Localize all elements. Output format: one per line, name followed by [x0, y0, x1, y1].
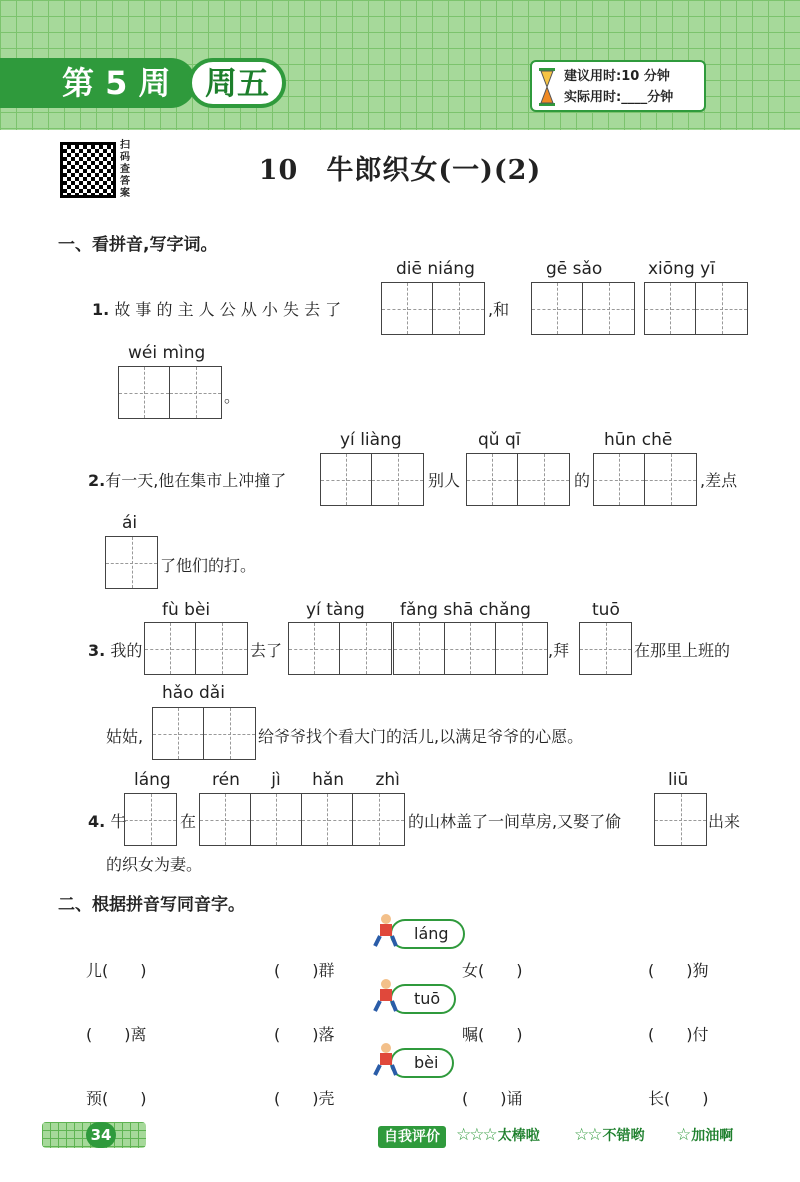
writing-box-q3-b[interactable]	[288, 622, 392, 675]
pinyin-bei: bèi	[414, 1053, 439, 1072]
q2-text-c: 的	[574, 471, 591, 490]
homophone-item: 预( )	[86, 1089, 147, 1108]
page-title: 10 牛郎织女(一)(2)	[258, 155, 542, 186]
rating-great[interactable]	[456, 1125, 540, 1145]
pinyin-q3-c: fǎng shā chǎng	[400, 600, 531, 620]
q4-text-b: 在	[180, 812, 197, 831]
q3-text-e: 姑姑,	[106, 727, 144, 746]
q3-text-d: 在那里上班的	[634, 641, 731, 660]
q4-sentence-a: 牛	[110, 812, 127, 831]
pinyin-q3-e: hǎo dǎi	[162, 683, 225, 703]
homophone-item: ( )落	[274, 1025, 335, 1044]
pinyin-q4-a: láng	[134, 770, 171, 790]
pinyin-q3-b: yí tàng	[306, 600, 365, 620]
star-icon: ☆☆	[574, 1125, 601, 1145]
time-box	[530, 60, 706, 112]
q3-text-a	[88, 638, 142, 661]
suggested-time: 建议用时:10 分钟	[564, 69, 670, 84]
homophone-item: ( )离	[86, 1025, 147, 1044]
rating-tryharder-label: 加油啊	[691, 1128, 734, 1144]
pinyin-bubble-lang	[390, 919, 465, 949]
writing-box-q3-e[interactable]	[152, 707, 256, 760]
q1-number: 1.	[92, 300, 110, 319]
homophone-item: ( )群	[274, 961, 335, 980]
pinyin-tuo: tuō	[414, 989, 441, 1008]
writing-box-q1-b[interactable]	[531, 282, 635, 335]
writing-box-q1-c[interactable]	[644, 282, 748, 335]
q3-number: 3.	[88, 641, 106, 660]
q2-text-a	[88, 468, 286, 491]
q2-number: 2.	[88, 471, 106, 490]
q1-sentence-a: 故 事 的 主 人 公 从 小 失 去 了	[114, 300, 342, 319]
self-eval-label: 自我评价	[378, 1126, 446, 1148]
q4-text-e: 的织女为妻。	[106, 855, 203, 874]
pinyin-q3-d: tuō	[592, 600, 620, 620]
q3-text-c: ,拜	[548, 641, 570, 660]
q4-text-d: 出来	[708, 812, 741, 831]
section1-heading: 一、看拼音,写字词。	[58, 235, 218, 255]
star-icon: ☆	[676, 1125, 690, 1145]
week-label: 第 5 周	[0, 58, 196, 108]
pinyin-q1-d: wéi mìng	[128, 343, 206, 363]
pinyin-q3-a: fù bèi	[162, 600, 211, 620]
homophone-item: ( )诵	[462, 1089, 523, 1108]
star-icon: ☆☆☆	[456, 1125, 496, 1145]
homophone-item: ( )狗	[648, 961, 709, 980]
pinyin-q2-b: qǔ qī	[478, 430, 521, 450]
q1-text-a	[92, 297, 341, 320]
pinyin-q2-c: hūn chē	[604, 430, 673, 450]
writing-box-q2-a[interactable]	[320, 453, 424, 506]
writing-box-q1-a[interactable]	[381, 282, 485, 335]
pinyin-q2-a: yí liàng	[340, 430, 402, 450]
homophone-item: ( )付	[648, 1025, 709, 1044]
page-number: 34	[86, 1122, 116, 1148]
pinyin-q1-c: xiōng yī	[648, 259, 715, 279]
q3-text-f: 给爷爷找个看大门的活儿,以满足爷爷的心愿。	[258, 727, 584, 746]
qr-label: 扫码查答案	[120, 140, 130, 199]
hourglass-icon	[538, 68, 556, 106]
runner-icon	[372, 913, 398, 947]
q2-text-e: 了他们的打。	[160, 556, 257, 575]
rating-good-label: 不错哟	[602, 1128, 645, 1144]
actual-time: 实际用时:____分钟	[564, 90, 674, 105]
q1-text-b: ,和	[488, 300, 510, 319]
writing-box-q3-a[interactable]	[144, 622, 248, 675]
rating-good[interactable]	[574, 1125, 644, 1145]
writing-box-q3-d[interactable]	[579, 622, 632, 675]
pinyin-q4-b: rén jì hǎn zhì	[212, 770, 400, 790]
writing-box-q2-c[interactable]	[593, 453, 697, 506]
rating-great-label: 太棒啦	[497, 1128, 540, 1144]
day-label: 周五	[188, 58, 286, 108]
pinyin-q1-b: gē sǎo	[546, 259, 603, 279]
q1-text-c: 。	[224, 387, 241, 406]
q2-text-b: 别人	[428, 471, 461, 490]
pinyin-lang: láng	[414, 924, 449, 943]
q4-text-c: 的山林盖了一间草房,又娶了偷	[408, 812, 622, 831]
writing-box-q4-a[interactable]	[124, 793, 177, 846]
writing-box-q2-b[interactable]	[466, 453, 570, 506]
rating-tryharder[interactable]	[676, 1125, 733, 1145]
homophone-item: 儿( )	[86, 961, 147, 980]
q2-sentence-a: 有一天,他在集市上冲撞了	[105, 471, 287, 490]
writing-box-q3-c[interactable]	[393, 622, 548, 675]
pinyin-q2-d: ái	[122, 513, 138, 533]
writing-box-q2-d[interactable]	[105, 536, 158, 589]
q3-text-b: 去了	[250, 641, 283, 660]
writing-box-q4-c[interactable]	[654, 793, 707, 846]
q2-text-d: ,差点	[700, 471, 738, 490]
q4-text-a	[88, 809, 126, 832]
pinyin-q1-a: diē niáng	[396, 259, 475, 279]
homophone-item: 嘱( )	[462, 1025, 523, 1044]
writing-box-q4-b[interactable]	[199, 793, 405, 846]
q4-number: 4.	[88, 812, 106, 831]
pinyin-bubble-tuo	[390, 984, 456, 1014]
homophone-item: 长( )	[648, 1089, 709, 1108]
runner-icon	[372, 1042, 398, 1076]
homophone-item: 女( )	[462, 961, 523, 980]
runner-icon	[372, 978, 398, 1012]
pinyin-q4-c: liū	[668, 770, 689, 790]
homophone-item: ( )壳	[274, 1089, 335, 1108]
section2-heading: 二、根据拼音写同音字。	[58, 895, 245, 915]
writing-box-q1-d[interactable]	[118, 366, 222, 419]
pinyin-bubble-bei	[390, 1048, 454, 1078]
q3-sentence-a: 我的	[110, 641, 143, 660]
